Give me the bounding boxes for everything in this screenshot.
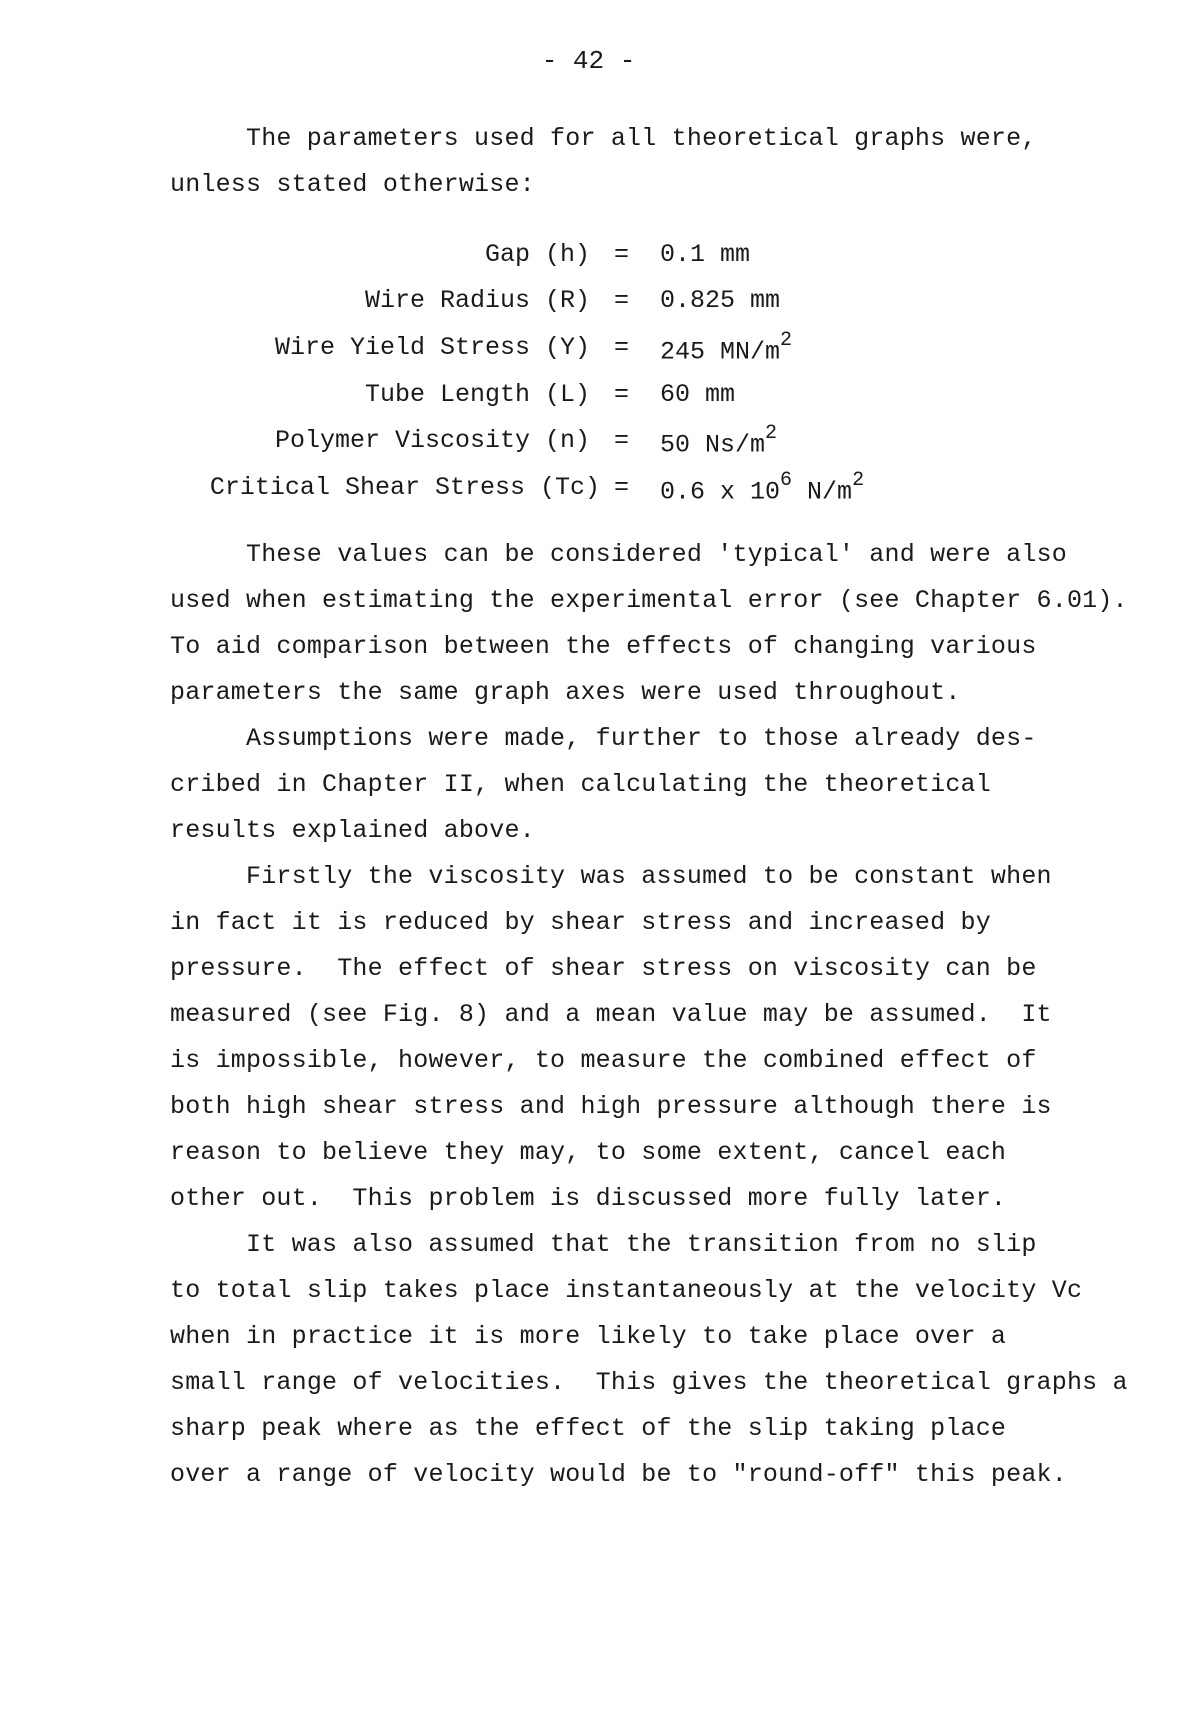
paragraph-line: pressure. The effect of shear stress on viscosity can be bbox=[170, 954, 1037, 983]
param-equals: = bbox=[614, 333, 630, 362]
paragraph-line: measured (see Fig. 8) and a mean value may be assumed. It bbox=[170, 1000, 1052, 1029]
param-value-yield-stress bbox=[660, 329, 793, 367]
exponent: 6 bbox=[780, 469, 793, 492]
param-equals: = bbox=[614, 473, 630, 502]
value-text: 50 Ns/m bbox=[660, 430, 766, 460]
param-equals: = bbox=[614, 380, 630, 409]
paragraph-line: Firstly the viscosity was assumed to be constant when bbox=[246, 862, 1052, 891]
paragraph-line: when in practice it is more likely to take place over a bbox=[170, 1322, 1007, 1351]
param-value-wire-radius: 0.825 mm bbox=[660, 286, 781, 315]
param-equals: = bbox=[614, 286, 630, 315]
paragraph-line: small range of velocities. This gives the theoretical graphs a bbox=[170, 1368, 1128, 1397]
paragraph-line: used when estimating the experimental error (see Chapter 6.01). bbox=[170, 586, 1128, 615]
superscript: 2 bbox=[852, 469, 865, 492]
value-unit: N/m bbox=[792, 477, 853, 507]
paragraph-line: It was also assumed that the transition from no slip bbox=[246, 1230, 1037, 1259]
paragraph-line: reason to believe they may, to some extent, cancel each bbox=[170, 1138, 1007, 1167]
paragraph-line: over a range of velocity would be to "round-off" this peak. bbox=[170, 1460, 1067, 1489]
value-text: 0.6 x 10 bbox=[660, 477, 781, 507]
param-value-shear-stress bbox=[660, 469, 865, 507]
paragraph-line: Assumptions were made, further to those already des- bbox=[246, 724, 1037, 753]
param-label-gap: Gap (h) bbox=[484, 240, 590, 269]
paragraph-line: other out. This problem is discussed more fully later. bbox=[170, 1184, 1007, 1213]
paragraph-line: parameters the same graph axes were used throughout. bbox=[170, 678, 961, 707]
superscript: 2 bbox=[780, 329, 793, 352]
param-value-gap: 0.1 mm bbox=[660, 240, 751, 269]
intro-line: The parameters used for all theoretical graphs were, bbox=[246, 124, 1037, 153]
value-text: 245 MN/m bbox=[660, 337, 781, 367]
page-number: - 42 - bbox=[541, 46, 636, 76]
paragraph-line: in fact it is reduced by shear stress and increased by bbox=[170, 908, 991, 937]
paragraph-line: to total slip takes place instantaneously at the velocity Vc bbox=[170, 1276, 1083, 1305]
param-label-shear-stress: Critical Shear Stress (Tc) bbox=[209, 473, 600, 502]
intro-line: unless stated otherwise: bbox=[170, 170, 535, 199]
param-label-yield-stress: Wire Yield Stress (Y) bbox=[274, 333, 590, 362]
param-label-viscosity: Polymer Viscosity (n) bbox=[274, 426, 590, 455]
paragraph-line: These values can be considered 'typical' and were also bbox=[246, 540, 1067, 569]
param-value-viscosity bbox=[660, 422, 778, 460]
superscript: 2 bbox=[765, 422, 778, 445]
paragraph-line: both high shear stress and high pressure although there is bbox=[170, 1092, 1052, 1121]
paragraph-line: To aid comparison between the effects of changing various bbox=[170, 632, 1037, 661]
param-value-tube-length: 60 mm bbox=[660, 380, 736, 409]
paragraph-line: is impossible, however, to measure the combined effect of bbox=[170, 1046, 1037, 1075]
paragraph-line: cribed in Chapter II, when calculating the theoretical bbox=[170, 770, 991, 799]
param-equals: = bbox=[614, 240, 630, 269]
param-equals: = bbox=[614, 426, 630, 455]
param-label-tube-length: Tube Length (L) bbox=[364, 380, 590, 409]
param-label-wire-radius: Wire Radius (R) bbox=[364, 286, 590, 315]
paragraph-line: results explained above. bbox=[170, 816, 535, 845]
paragraph-line: sharp peak where as the effect of the slip taking place bbox=[170, 1414, 1007, 1443]
